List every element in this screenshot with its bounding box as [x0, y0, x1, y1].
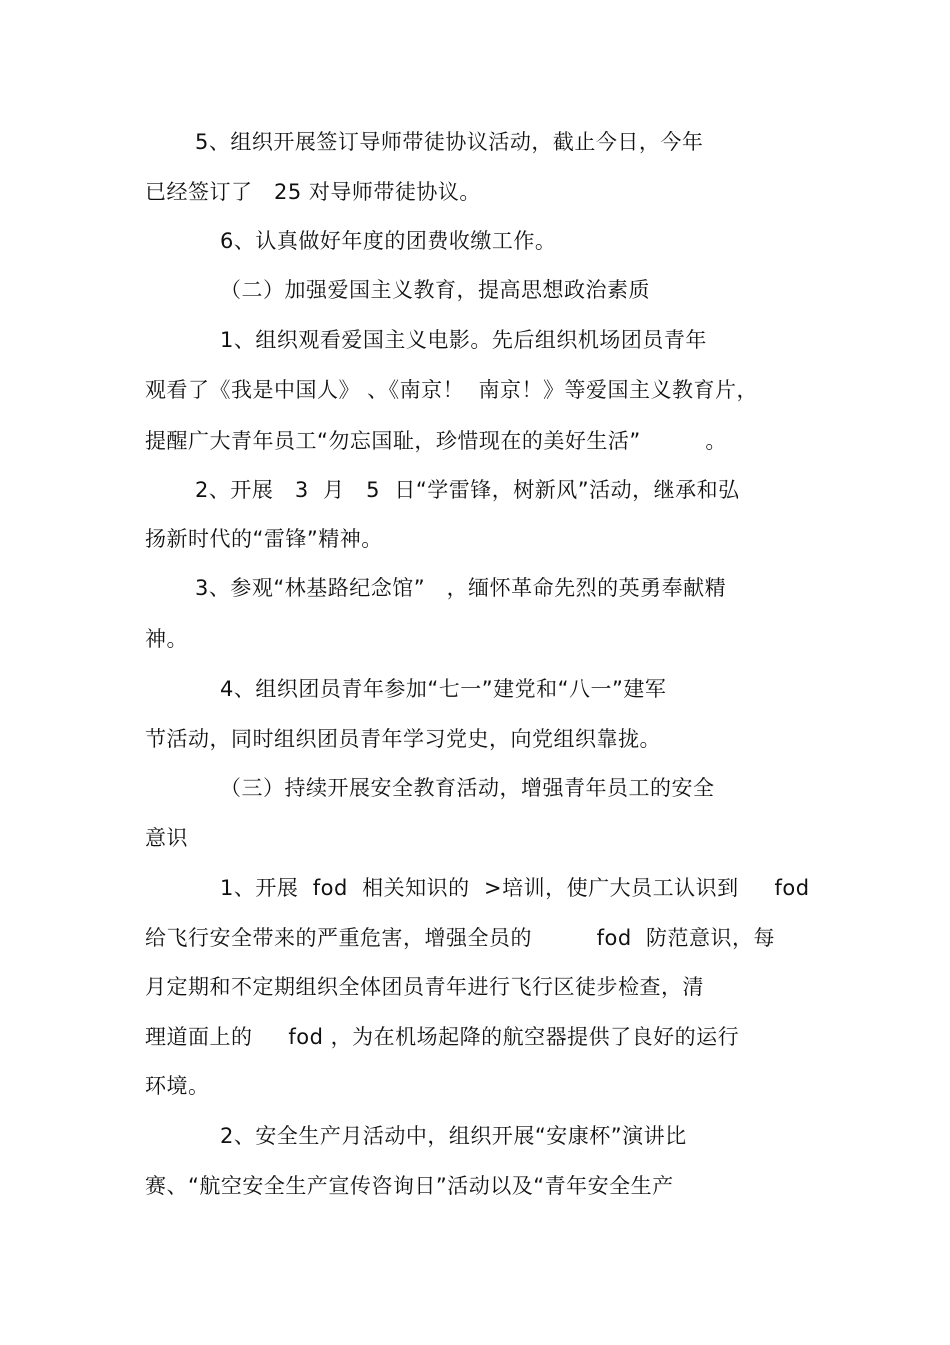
text-line: 给飞行安全带来的严重危害，增强全员的 fod 防范意识，每 — [145, 926, 775, 950]
text-line: 意识 — [145, 826, 188, 850]
text-line: 2、开展 3 月 5 日“学雷锋，树新风”活动，继承和弘 — [195, 478, 740, 502]
section-heading: （二）加强爱国主义教育，提高思想政治素质 — [220, 278, 650, 302]
text-line: 3、参观“林基路纪念馆” ，缅怀革命先烈的英勇奉献精 — [195, 576, 727, 600]
text-line: 环境。 — [145, 1074, 210, 1098]
text-line: 4、组织团员青年参加“七一”建党和“八一”建军 — [220, 677, 667, 701]
text-line: 理道面上的 fod ，为在机场起降的航空器提供了良好的运行 — [145, 1025, 740, 1049]
text-line: 神。 — [145, 627, 188, 651]
text-line: 节活动，同时组织团员青年学习党史，向党组织靠拢。 — [145, 727, 661, 751]
text-line: 观看了《我是中国人》 、《南京！ 南京！》等爱国主义教育片， — [145, 378, 759, 402]
text-line: 2、安全生产月活动中，组织开展“安康杯”演讲比 — [220, 1124, 687, 1148]
text-line: 赛、“航空安全生产宣传咨询日”活动以及“青年安全生产 — [145, 1174, 674, 1198]
text-line: 6、认真做好年度的团费收缴工作。 — [220, 229, 557, 253]
text-line: 提醒广大青年员工“勿忘国耻，珍惜现在的美好生活” 。 — [145, 429, 727, 453]
section-heading: （三）持续开展安全教育活动，增强青年员工的安全 — [220, 776, 715, 800]
text-line: 5、组织开展签订导师带徒协议活动，截止今日，今年 — [195, 130, 704, 154]
text-line: 月定期和不定期组织全体团员青年进行飞行区徒步检查，清 — [145, 975, 704, 999]
text-line: 1、开展 fod 相关知识的 >培训，使广大员工认识到 fod — [220, 876, 810, 900]
text-line: 已经签订了 25 对导师带徒协议。 — [145, 180, 481, 204]
text-line: 扬新时代的“雷锋”精神。 — [145, 527, 383, 551]
text-line: 1、组织观看爱国主义电影。先后组织机场团员青年 — [220, 328, 707, 352]
